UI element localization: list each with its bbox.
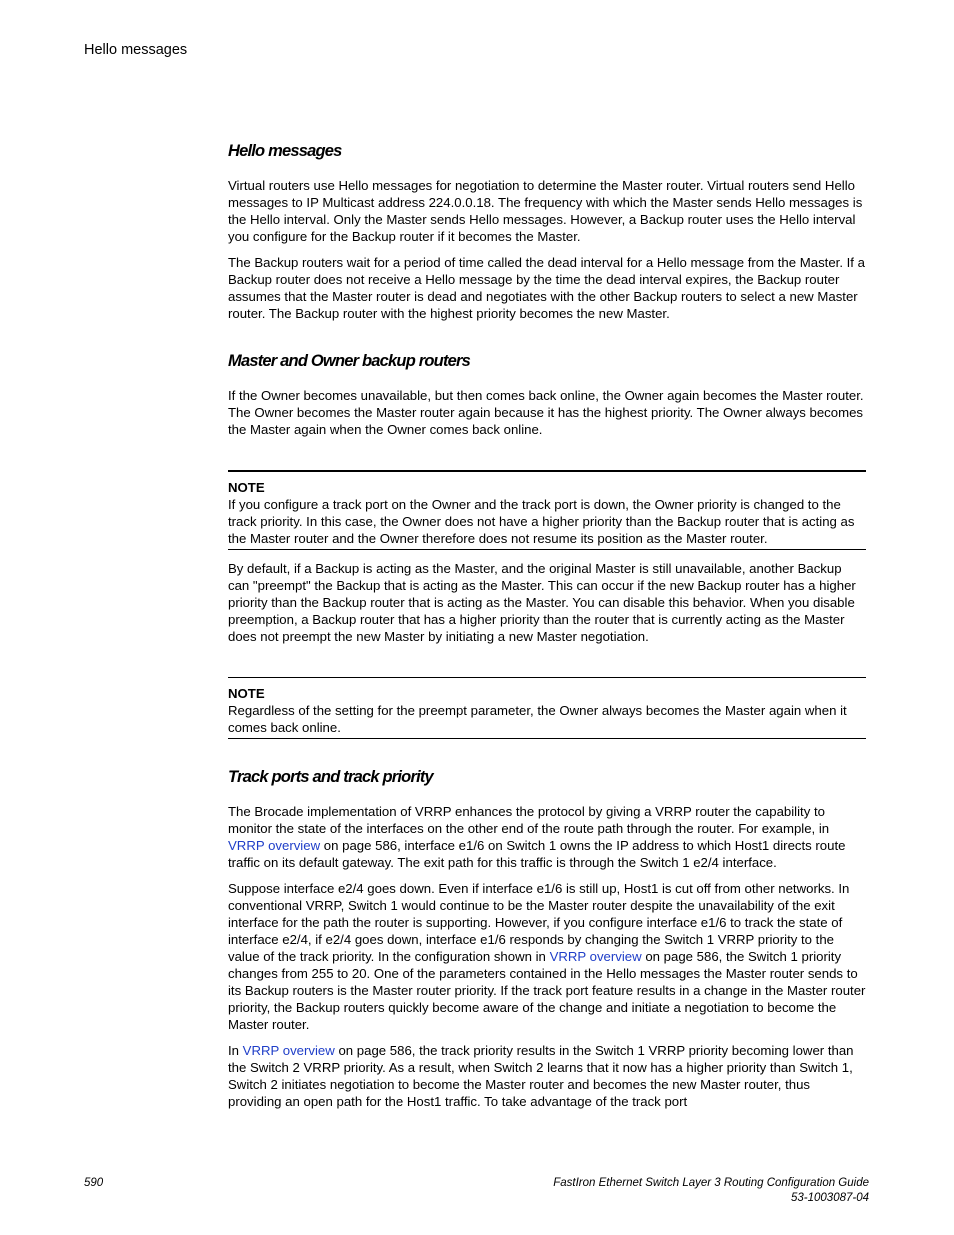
- link-vrrp-overview[interactable]: VRRP overview: [228, 838, 321, 853]
- note-box-preempt: [228, 677, 866, 739]
- note-box-track-port: [228, 470, 866, 550]
- running-header: Hello messages: [84, 42, 188, 58]
- footer-page-number: 590: [84, 1177, 104, 1189]
- note-text-track-port: If you configure a track port on the Owner and the track port is down, the Owner priority is changed to the track priority. In this case, the Owner does not have a higher priority than the Backup router that is acting as the Master router and the Owner therefore does not resume its position as the Master router.: [228, 497, 855, 546]
- section-heading-hello-messages: Hello messages: [228, 142, 342, 160]
- page-content: [228, 140, 866, 1110]
- paragraph-track-3: In VRRP overview on page 586, the track priority results in the Switch 1 VRRP priority becoming lower than the Switch 2 VRRP priority. As a result, when Switch 2 learns that it now has a higher priority than Switch 1, Switch 2 initiates negotiation to become the Master router and becomes the new Master router, thus providing an open path for the Host1 traffic. To take advantage of the track port: [228, 1043, 854, 1109]
- footer-guide-title: FastIron Ethernet Switch Layer 3 Routing Configuration Guide: [553, 1177, 869, 1189]
- link-vrrp-overview[interactable]: VRRP overview: [549, 949, 642, 964]
- note-label: NOTE: [228, 480, 265, 495]
- note-label: NOTE: [228, 686, 265, 701]
- paragraph-track-2: Suppose interface e2/4 goes down. Even if interface e1/6 is still up, Host1 is cut off from other networks. In conventional VRRP, Switch 1 would continue to be the Master router despite the unavailability of the exit interface for the path the router is supporting. However, if you configure interface e1/6 to track the state of interface e2/4, if e2/4 goes down, interface e1/6 responds by changing the Switch 1 VRRP priority to the value of the track priority. In the configuration shown in VRRP overview on page 586, the Switch 1 priority changes from 255 to 20. One of the parameters contained in the Hello messages the Master router sends to its Backup routers is the Master router priority. If the track port feature results in a change in the Master router priority, the Backup routers quickly become aware of the change and initiate a negotiation to become the Master router.: [228, 881, 866, 1032]
- footer-doc-number: 53-1003087-04: [790, 1192, 869, 1204]
- link-vrrp-overview[interactable]: VRRP overview: [242, 1043, 335, 1058]
- footer-document-info: [553, 1176, 869, 1206]
- paragraph-hello-1: Virtual routers use Hello messages for negotiation to determine the Master router. Virtual routers send Hello messages to IP Multicast address 224.0.0.18. The frequency with which the Master sends Hello messages is the Hello interval. Only the Master sends Hello messages. However, a Backup router uses the Hello interval you configure for the Backup router if it becomes the Master.: [228, 178, 863, 244]
- paragraph-master-owner-1: If the Owner becomes unavailable, but then comes back online, the Owner again becomes the Master router. The Owner becomes the Master router again because it has the highest priority. The Owner always becomes the Master again when the Owner comes back online.: [228, 388, 864, 437]
- paragraph-hello-2: The Backup routers wait for a period of time called the dead interval for a Hello message from the Master. If a Backup router does not receive a Hello message by the time the dead interval expires, the Backup router assumes that the Master router is dead and negotiates with the other Backup routers to select a new Master router. The Backup router with the highest priority becomes the new Master.: [228, 255, 865, 321]
- section-heading-master-owner: Master and Owner backup routers: [228, 352, 471, 370]
- paragraph-track-1: The Brocade implementation of VRRP enhances the protocol by giving a VRRP router the capability to monitor the state of the interfaces on the other end of the route path through the router. For example, in VRRP overview on page 586, interface e1/6 on Switch 1 owns the IP address to which Host1 directs route traffic on its default gateway. The exit path for this traffic is through the Switch 1 e2/4 interface.: [228, 804, 846, 870]
- paragraph-master-owner-2: By default, if a Backup is acting as the Master, and the original Master is still unavailable, another Backup can "preempt" the Backup that is acting as the Master. This can occur if the new Backup router has a higher priority than the Backup router that is acting as the Master. You can disable this behavior. When you disable preemption, a Backup router that has a higher priority than the router that is currently acting as the Master does not preempt the new Master by initiating a new Master negotiation.: [228, 561, 856, 644]
- note-text-preempt: Regardless of the setting for the preempt parameter, the Owner always becomes the Master again when it comes back online.: [228, 703, 847, 735]
- section-heading-track-ports: Track ports and track priority: [228, 768, 433, 786]
